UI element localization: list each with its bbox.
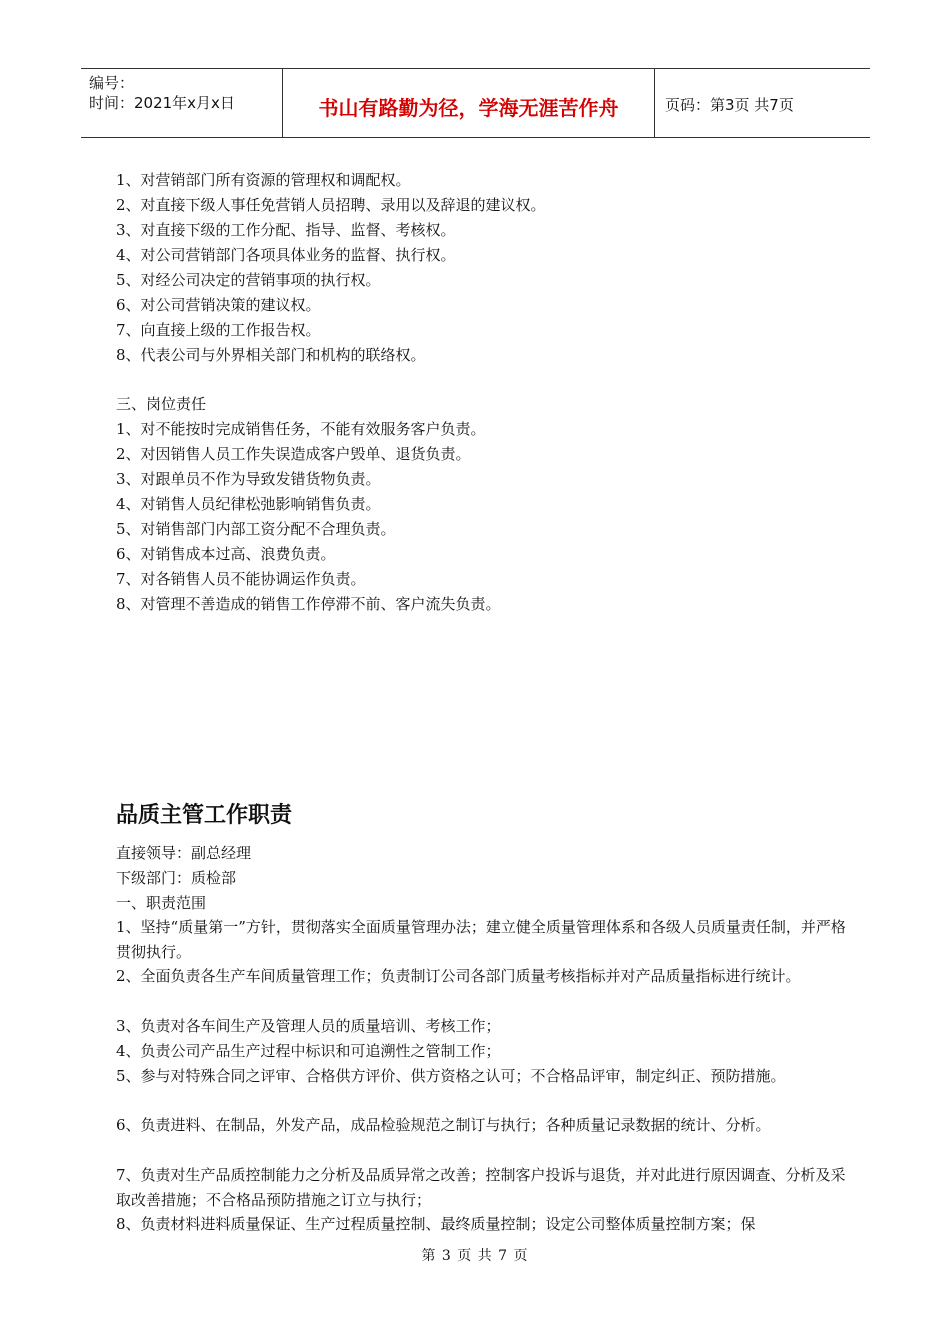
quality-item: 7、负责对生产品质控制能力之分析及品质异常之改善；控制客户投诉与退货，并对此进行原因调查、分析及采取改善措施；不合格品预防措施之订立与执行；: [116, 1166, 846, 1209]
quality-item: 8、负责材料进料质量保证、生产过程质量控制、最终质量控制；设定公司整体质量控制方案；保: [116, 1215, 756, 1233]
header-page-cell: [655, 69, 870, 137]
list-item: 5、对经公司决定的营销事项的执行权。: [116, 271, 381, 289]
list-item: 3、对直接下级的工作分配、指导、监督、考核权。: [116, 221, 456, 239]
list-item: 1、对不能按时完成销售任务，不能有效服务客户负责。: [116, 420, 486, 438]
document-time-label: 时间：2021年x月x日: [89, 94, 235, 112]
list-item: 2、对因销售人员工作失误造成客户毁单、退货负责。: [116, 445, 471, 463]
header-motto-cell: [283, 69, 655, 137]
list-item: 6、对公司营销决策的建议权。: [116, 296, 321, 314]
rights-list: [116, 168, 546, 368]
sub-department-line: 下级部门：质检部: [116, 869, 237, 887]
list-item: 2、对直接下级人事任免营销人员招聘、录用以及辞退的建议权。: [116, 196, 546, 214]
quality-section-title: 品质主管工作职责: [116, 803, 293, 828]
page-footer: 第 3 页 共 7 页: [421, 1248, 529, 1264]
list-item: 8、代表公司与外界相关部门和机构的联络权。: [116, 346, 426, 364]
scope-heading: 一、职责范围: [116, 894, 207, 912]
direct-leader-line: 直接领导：副总经理: [116, 844, 252, 862]
list-item: 4、对销售人员纪律松弛影响销售负责。: [116, 495, 381, 513]
quality-item: 6、负责进料、在制品，外发产品，成品检验规范之制订与执行；各种质量记录数据的统计、分析。: [116, 1116, 771, 1134]
section-heading: 三、岗位责任: [116, 395, 207, 413]
list-item: 8、对管理不善造成的销售工作停滞不前、客户流失负责。: [116, 595, 501, 613]
quality-item: 5、参与对特殊合同之评审、合格供方评价、供方资格之认可；不合格品评审，制定纠正、预防措施。: [116, 1067, 786, 1085]
list-item: 3、对跟单员不作为导致发错货物负责。: [116, 470, 381, 488]
quality-item: 1、坚持“质量第一”方针，贯彻落实全面质量管理办法；建立健全质量管理体系和各级人员质量责任制，并严格贯彻执行。: [116, 918, 846, 961]
list-item: 6、对销售成本过高、浪费负责。: [116, 545, 336, 563]
header-page-label: 页码：第3页 共7页: [665, 95, 794, 114]
document-number-label: 编号：: [89, 74, 135, 92]
list-item: 1、对营销部门所有资源的管理权和调配权。: [116, 171, 411, 189]
list-item: 7、向直接上级的工作报告权。: [116, 321, 321, 339]
page-header: [81, 68, 870, 138]
responsibility-section: [116, 392, 501, 617]
header-motto: 书山有路勤为径，学海无涯苦作舟: [318, 95, 619, 120]
quality-item: 4、负责公司产品生产过程中标识和可追溯性之管制工作；: [116, 1042, 501, 1060]
quality-meta: [116, 841, 251, 916]
quality-item: 2、全面负责各生产车间质量管理工作；负责制订公司各部门质量考核指标并对产品质量指标进行统计。: [116, 967, 801, 985]
list-item: 4、对公司营销部门各项具体业务的监督、执行权。: [116, 246, 456, 264]
list-item: 5、对销售部门内部工资分配不合理负责。: [116, 520, 396, 538]
quality-item: 3、负责对各车间生产及管理人员的质量培训、考核工作；: [116, 1017, 501, 1035]
list-item: 7、对各销售人员不能协调运作负责。: [116, 570, 366, 588]
header-info-cell: [81, 69, 283, 137]
